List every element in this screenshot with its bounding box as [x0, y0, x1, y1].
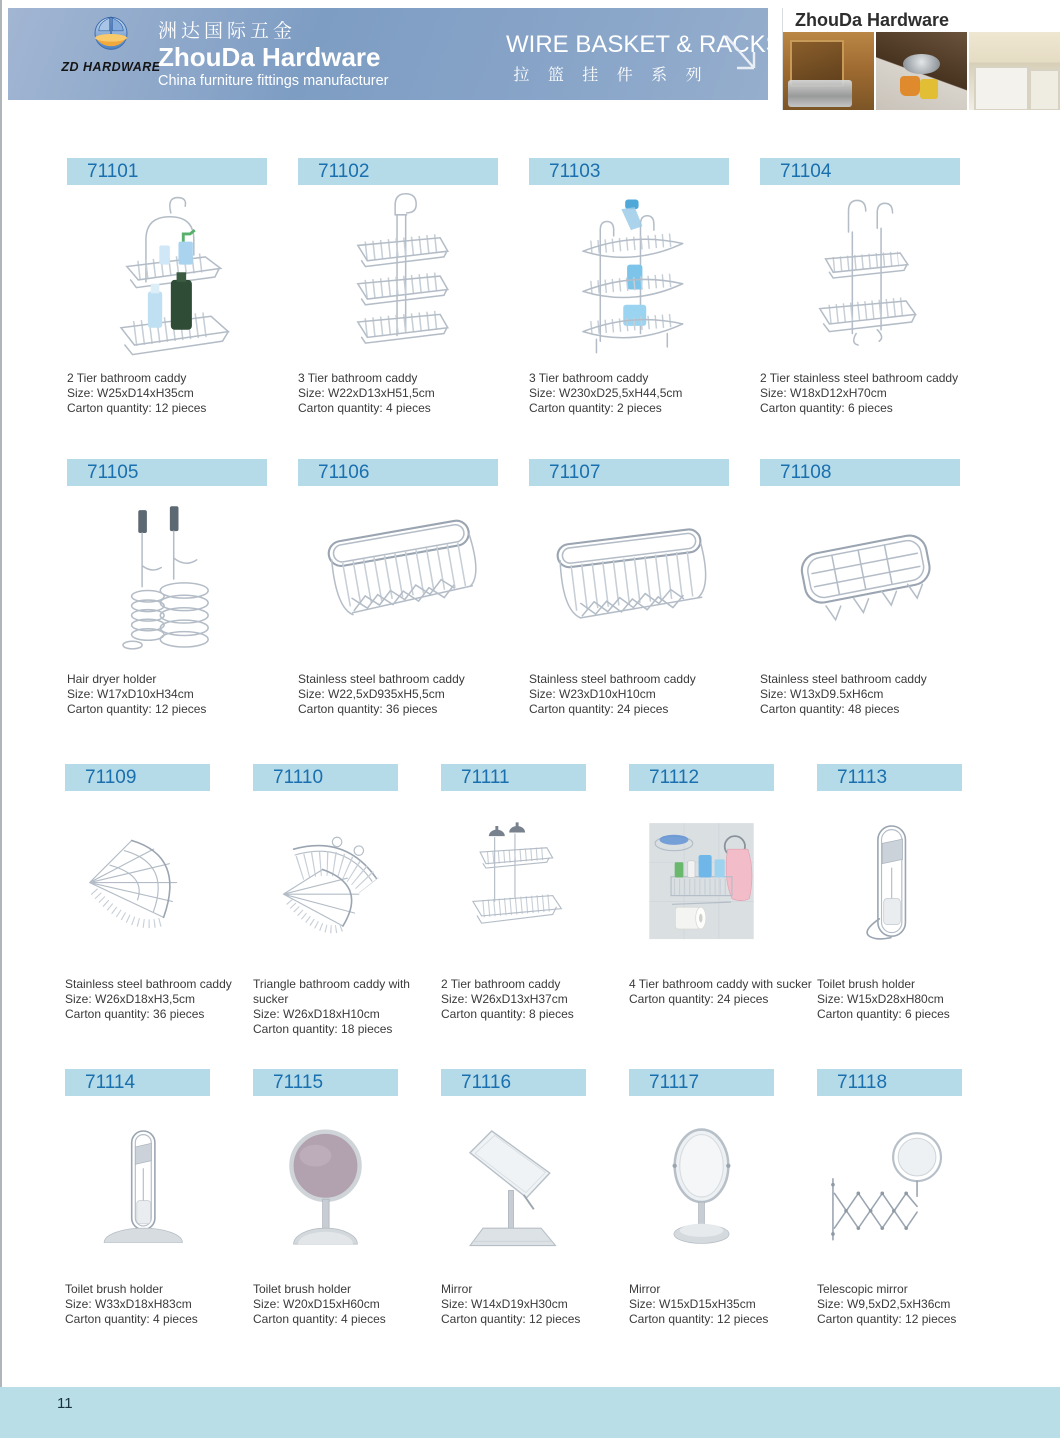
- product-card: [65, 1069, 210, 1327]
- product-card: [441, 1069, 586, 1327]
- product-row-1: [67, 158, 960, 416]
- page-header: [8, 8, 1060, 110]
- product-image-71116: [441, 1096, 586, 1282]
- product-code: 71113: [837, 767, 888, 788]
- series-title-block: [506, 30, 782, 85]
- product-image-71107: [529, 486, 729, 672]
- product-code-badge: [441, 764, 586, 791]
- product-code: 71104: [780, 161, 832, 182]
- product-code: 71116: [461, 1072, 512, 1093]
- arrow-down-right-icon: [720, 32, 766, 78]
- product-image-71104: [760, 185, 960, 371]
- product-image-71110: [253, 791, 398, 977]
- product-description: [760, 672, 988, 717]
- product-size: Size: W15xD28xH80cm: [817, 992, 944, 1006]
- product-size: Size: W33xD18xH83cm: [65, 1297, 192, 1311]
- brand-block: [158, 16, 389, 90]
- product-name: Hair dryer holder: [67, 672, 157, 686]
- product-image-71103: [529, 185, 729, 371]
- product-carton-quantity: Carton quantity: 48 pieces: [760, 702, 900, 716]
- kitchen-photo-3: [969, 32, 1060, 110]
- product-size: Size: W15xD15xH35cm: [629, 1297, 756, 1311]
- product-card: [529, 158, 729, 416]
- product-name: 2 Tier stainless steel bathroom caddy: [760, 371, 959, 385]
- product-code-badge: [629, 764, 774, 791]
- product-description: [629, 977, 815, 1007]
- product-card: [817, 764, 962, 1037]
- product-name: Mirror: [629, 1282, 661, 1296]
- product-description: [67, 672, 295, 717]
- product-name: 4 Tier bathroom caddy with sucker: [629, 977, 812, 991]
- brand-name-chinese: 洲达国际五金: [158, 21, 297, 42]
- product-carton-quantity: Carton quantity: 6 pieces: [760, 401, 893, 415]
- product-image-71106: [298, 486, 498, 672]
- product-code: 71111: [461, 767, 510, 788]
- product-name: Stainless steel bathroom caddy: [529, 672, 696, 686]
- product-code: 71110: [273, 767, 324, 788]
- product-code: 71114: [85, 1072, 136, 1093]
- product-carton-quantity: Carton quantity: 6 pieces: [817, 1007, 950, 1021]
- header-photo-strip: [782, 8, 1060, 110]
- product-card: [760, 459, 960, 717]
- product-code-badge: [67, 158, 267, 185]
- product-code-badge: [529, 158, 729, 185]
- product-image-71111: [441, 791, 586, 977]
- product-description: [298, 672, 526, 717]
- product-image-71114: [65, 1096, 210, 1282]
- product-size: Size: W22xD13xH51,5cm: [298, 386, 435, 400]
- header-banner: [8, 8, 782, 100]
- product-row-2: [67, 459, 960, 717]
- product-description: [441, 1282, 627, 1327]
- product-size: Size: W25xD14xH35cm: [67, 386, 194, 400]
- logo-text: ZD HARDWARE: [61, 60, 161, 74]
- product-carton-quantity: Carton quantity: 8 pieces: [441, 1007, 574, 1021]
- product-name: Toilet brush holder: [253, 1282, 352, 1296]
- product-code: 71107: [549, 462, 601, 483]
- product-description: [529, 672, 757, 717]
- product-image-71115: [253, 1096, 398, 1282]
- product-code: 71105: [87, 462, 139, 483]
- product-size: Size: W20xD15xH60cm: [253, 1297, 380, 1311]
- product-size: Size: W18xD12xH70cm: [760, 386, 887, 400]
- company-logo: [52, 14, 170, 74]
- product-code-badge: [817, 764, 962, 791]
- product-description: [67, 371, 295, 416]
- product-name: Toilet brush holder: [817, 977, 916, 991]
- product-card: [253, 764, 410, 1037]
- product-carton-quantity: Carton quantity: 4 pieces: [253, 1312, 386, 1326]
- kitchen-photo-2: [876, 32, 967, 110]
- product-description: [253, 1282, 439, 1327]
- brand-tagline: China furniture fittings manufacturer: [158, 73, 389, 89]
- brand-name-english: ZhouDa Hardware: [158, 42, 381, 72]
- product-image-71105: [67, 486, 267, 672]
- product-code-badge: [529, 459, 729, 486]
- product-image-71112: [629, 791, 774, 977]
- page-number: 11: [57, 1395, 73, 1412]
- series-title-chinese: 拉 篮 挂 件 系 列: [513, 67, 709, 84]
- product-card: [817, 1069, 962, 1327]
- product-description: [65, 1282, 251, 1327]
- product-card: [65, 764, 232, 1037]
- product-image-71118: [817, 1096, 962, 1282]
- product-carton-quantity: Carton quantity: 12 pieces: [817, 1312, 957, 1326]
- product-size: Size: W22,5xD935xH5,5cm: [298, 687, 445, 701]
- product-code-badge: [67, 459, 267, 486]
- product-description: [760, 371, 988, 416]
- product-size: Size: W230xD25,5xH44,5cm: [529, 386, 683, 400]
- product-name: Triangle bathroom caddy with sucker: [253, 977, 410, 1006]
- product-image-71101: [67, 185, 267, 371]
- product-card: [67, 459, 267, 717]
- product-code-badge: [298, 158, 498, 185]
- product-name: Stainless steel bathroom caddy: [760, 672, 927, 686]
- product-name: Toilet brush holder: [65, 1282, 164, 1296]
- product-description: [298, 371, 526, 416]
- product-code-badge: [817, 1069, 962, 1096]
- product-row-4: [65, 1069, 962, 1327]
- page-footer: [0, 1387, 1060, 1438]
- product-code-badge: [65, 764, 210, 791]
- product-code: 71109: [85, 767, 137, 788]
- product-code: 71106: [318, 462, 370, 483]
- product-name: 2 Tier bathroom caddy: [441, 977, 561, 991]
- product-description: [817, 977, 1003, 1022]
- kitchen-photos: [783, 32, 1060, 110]
- product-carton-quantity: Carton quantity: 12 pieces: [67, 401, 207, 415]
- product-carton-quantity: Carton quantity: 18 pieces: [253, 1022, 393, 1036]
- product-size: Size: W26xD18xH3,5cm: [65, 992, 196, 1006]
- product-name: Telescopic mirror: [817, 1282, 908, 1296]
- series-title-english: WIRE BASKET & RACKS: [506, 31, 782, 58]
- product-card: [529, 459, 729, 717]
- product-code-badge: [760, 459, 960, 486]
- product-carton-quantity: Carton quantity: 36 pieces: [298, 702, 438, 716]
- product-code: 71118: [837, 1072, 888, 1093]
- product-card: [629, 1069, 774, 1327]
- product-image-71108: [760, 486, 960, 672]
- product-description: [817, 1282, 1003, 1327]
- product-size: Size: W13xD9.5xH6cm: [760, 687, 884, 701]
- product-name: Stainless steel bathroom caddy: [298, 672, 465, 686]
- product-image-71117: [629, 1096, 774, 1282]
- product-description: [441, 977, 627, 1022]
- product-carton-quantity: Carton quantity: 12 pieces: [67, 702, 207, 716]
- product-code-badge: [441, 1069, 586, 1096]
- page-left-edge: [0, 0, 2, 1438]
- product-card: [629, 764, 812, 1037]
- product-card: [760, 158, 960, 416]
- product-image-71102: [298, 185, 498, 371]
- kitchen-photo-1: [783, 32, 874, 110]
- product-code-badge: [65, 1069, 210, 1096]
- product-code: 71115: [273, 1072, 324, 1093]
- product-code-badge: [253, 1069, 398, 1096]
- product-code: 71103: [549, 161, 601, 182]
- product-size: Size: W26xD13xH37cm: [441, 992, 568, 1006]
- product-name: 3 Tier bathroom caddy: [298, 371, 418, 385]
- product-size: Size: W23xD10xH10cm: [529, 687, 656, 701]
- product-carton-quantity: Carton quantity: 12 pieces: [441, 1312, 581, 1326]
- product-carton-quantity: Carton quantity: 2 pieces: [529, 401, 662, 415]
- product-carton-quantity: Carton quantity: 36 pieces: [65, 1007, 205, 1021]
- product-code-badge: [253, 764, 398, 791]
- product-carton-quantity: Carton quantity: 4 pieces: [65, 1312, 198, 1326]
- product-size: Size: W26xD18xH10cm: [253, 1007, 380, 1021]
- product-card: [253, 1069, 398, 1327]
- logo-globe-icon: [79, 14, 143, 54]
- product-description: [629, 1282, 815, 1327]
- product-size: Size: W9,5xD2,5xH36cm: [817, 1297, 951, 1311]
- product-carton-quantity: Carton quantity: 12 pieces: [629, 1312, 769, 1326]
- product-name: Mirror: [441, 1282, 473, 1296]
- product-carton-quantity: Carton quantity: 4 pieces: [298, 401, 431, 415]
- product-carton-quantity: Carton quantity: 24 pieces: [629, 992, 769, 1006]
- product-name: Stainless steel bathroom caddy: [65, 977, 232, 991]
- product-name: 3 Tier bathroom caddy: [529, 371, 649, 385]
- product-code: 71102: [318, 161, 370, 182]
- product-code: 71108: [780, 462, 832, 483]
- product-card: [441, 764, 586, 1037]
- product-code-badge: [298, 459, 498, 486]
- product-code-badge: [760, 158, 960, 185]
- product-description: [65, 977, 251, 1022]
- product-image-71109: [65, 791, 210, 977]
- product-code: 71117: [649, 1072, 700, 1093]
- product-card: [298, 459, 498, 717]
- product-image-71113: [817, 791, 962, 977]
- product-code: 71101: [87, 161, 139, 182]
- product-name: 2 Tier bathroom caddy: [67, 371, 187, 385]
- product-code: 71112: [649, 767, 700, 788]
- product-size: Size: W17xD10xH34cm: [67, 687, 194, 701]
- product-card: [67, 158, 267, 416]
- product-code-badge: [629, 1069, 774, 1096]
- product-row-3: [65, 764, 962, 1037]
- product-description: [529, 371, 757, 416]
- product-size: Size: W14xD19xH30cm: [441, 1297, 568, 1311]
- product-carton-quantity: Carton quantity: 24 pieces: [529, 702, 669, 716]
- header-right-title: ZhouDa Hardware: [795, 10, 950, 30]
- product-card: [298, 158, 498, 416]
- product-description: [253, 977, 439, 1037]
